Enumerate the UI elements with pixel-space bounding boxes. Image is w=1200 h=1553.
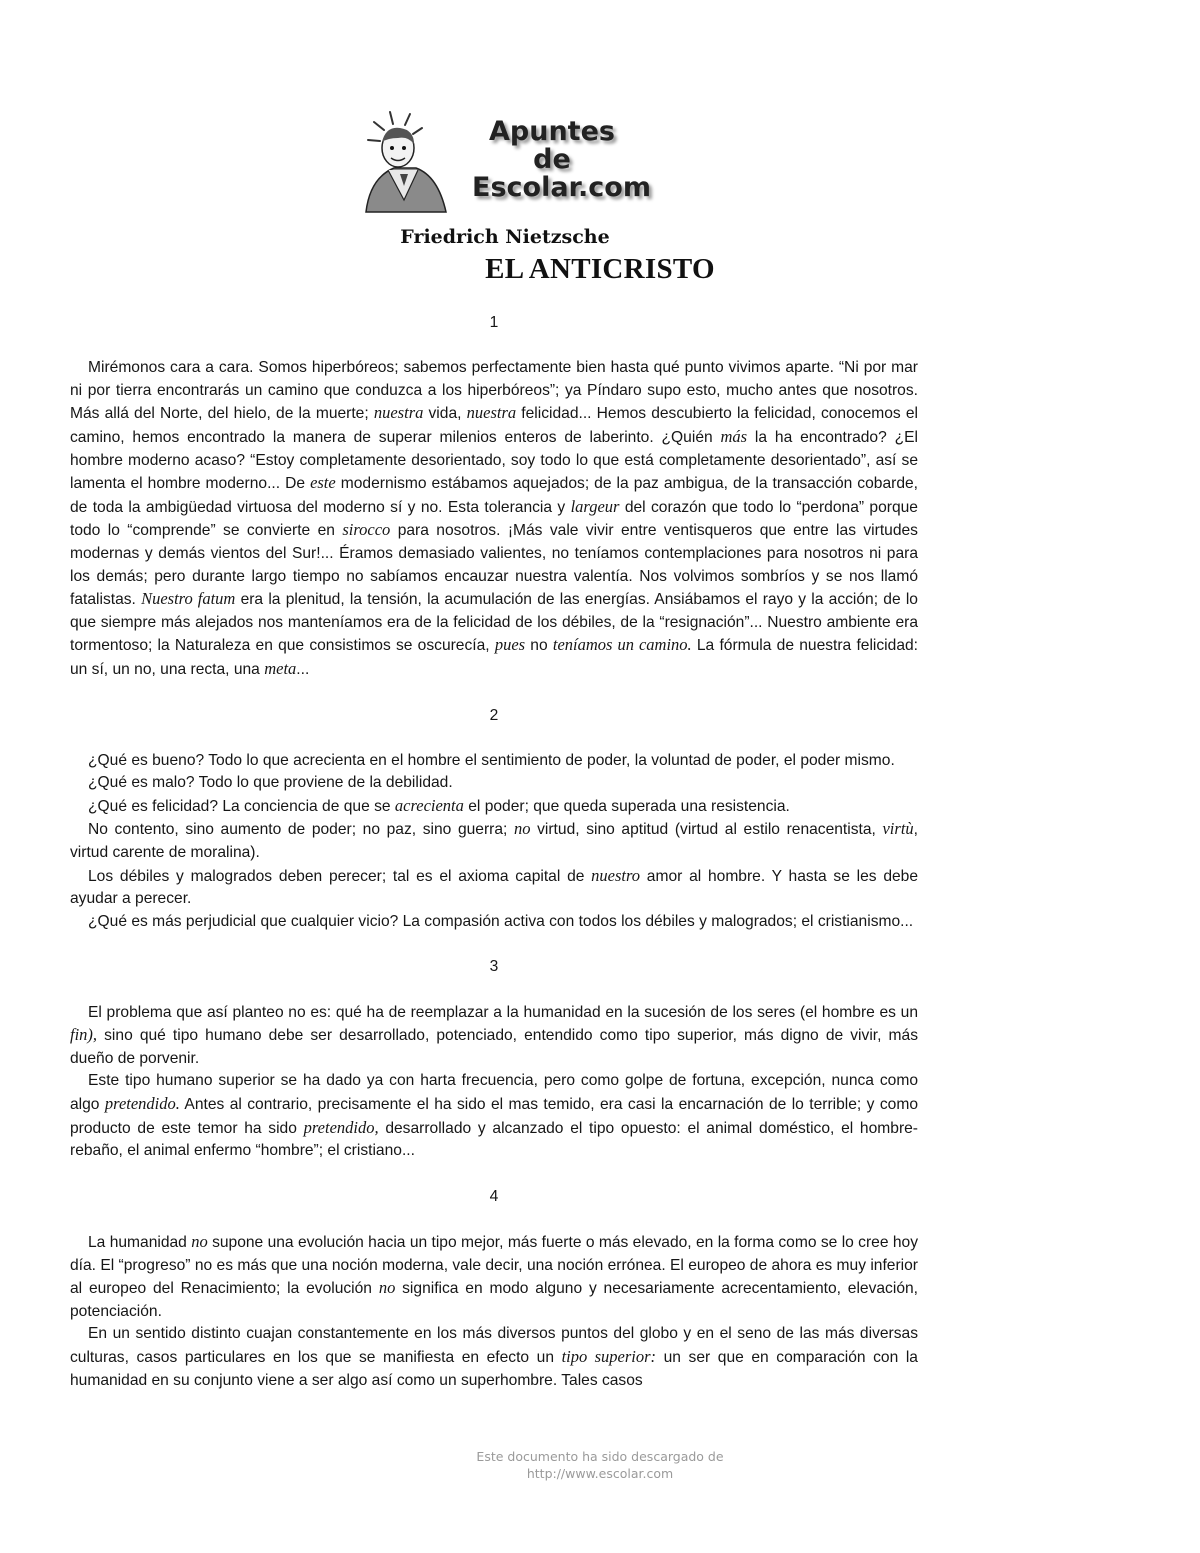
text-run: El problema que así planteo no es: qué ha de reemplazar a la humanidad en la sucesión de los seres (el hombre es un xyxy=(88,1003,918,1021)
text-run: la ha encontrado? ¿El hombre moderno acaso? “Estoy completamente desorientado, soy todo lo que está completamente desorientado”, así se lamenta el hombre moderno... De xyxy=(70,428,918,493)
text-run: el poder; que queda superada una resistencia. xyxy=(463,797,790,815)
emphasis-text: nuestra xyxy=(466,403,517,423)
emphasis-text: virtù xyxy=(882,819,914,839)
logo-wordmark xyxy=(472,116,651,203)
logo-line-2: de xyxy=(533,144,571,175)
text-run: ¿Qué es malo? Todo lo que proviene de la debilidad. xyxy=(88,774,453,792)
page-footer xyxy=(0,1448,1200,1482)
emphasis-text: fin), xyxy=(70,1025,98,1045)
emphasis-text: no xyxy=(378,1278,396,1298)
text-run: La humanidad xyxy=(88,1233,192,1251)
emphasis-text: más xyxy=(720,426,748,446)
section xyxy=(70,705,918,934)
paragraph xyxy=(70,1002,918,1071)
text-run: ¿Qué es más perjudicial que cualquier vicio? La compasión activa con todos los débiles y malogrados; el cristianismo... xyxy=(88,912,914,930)
section-number: 2 xyxy=(489,706,499,724)
text-run: Mirémonos cara a cara. Somos hiperbóreos; sabemos perfectamente bien hasta qué punto vivimos aparte. “Ni por mar ni por tierra encontrarás un camino que conduzca a los hiperbóreos”; ya Píndaro supo esto, mucho antes que nosotros. Más allá del Norte, del hielo, de la muerte; xyxy=(70,359,918,423)
text-run: desarrollado y alcanzado el tipo opuesto: el animal doméstico, el hombre-rebaño, el animal enfermo “hombre”; el cristiano... xyxy=(70,1119,918,1160)
section xyxy=(70,1186,918,1392)
text-run: ¿Qué es felicidad? La conciencia de que se xyxy=(88,797,395,815)
emphasis-text: pues xyxy=(494,635,526,655)
paragraph xyxy=(70,1231,918,1323)
author-name: Friedrich Nietzsche xyxy=(400,226,610,248)
emphasis-text: no xyxy=(513,819,531,839)
emphasis-text: acrecienta xyxy=(394,795,464,815)
footer-link[interactable]: http://www.escolar.com xyxy=(526,1466,674,1481)
emphasis-text: teníamos un camino. xyxy=(552,635,692,655)
text-run: Los débiles y malogrados deben perecer; tal es el axioma capital de xyxy=(88,867,592,885)
paragraph xyxy=(70,1323,918,1392)
text-run: vida, xyxy=(423,405,467,423)
section-number: 1 xyxy=(489,314,499,331)
text-run: felicidad... Hemos descubierto la felicidad, conocemos el camino, hemos encontrado la manera de superar milenios enteros de laberinto. ¿Quién xyxy=(70,405,919,446)
text-run: para nosotros. ¡Más vale vivir entre ventisqueros que entre las virtudes modernas y demás vientos del Sur!... Éramos demasiado valientes, no teníamos contemplaciones para nosotros ni para los demás; pero durante largo tiempo no sabíamos encauzar nuestra valentía. Nos volvimos sombríos y se nos llamó fatalistas. xyxy=(70,522,918,609)
paragraph xyxy=(70,772,918,795)
text-run: Antes al contrario, precisamente el ha sido el mas temido, era casi la encarnación de lo terrible; y como producto de este temor ha sido xyxy=(70,1096,918,1137)
text-run: virtud, sino aptitud (virtud al estilo renacentista, xyxy=(530,821,883,839)
text-run: amor al hombre. Y hasta se les debe ayudar a perecer. xyxy=(70,867,919,908)
text-run: modernismo estábamos aquejados; de la paz ambigua, de la transacción cobarde, de toda la ambigüedad virtuosa del moderno sí y no. Esta tolerancia y xyxy=(70,475,918,516)
document-body xyxy=(70,312,918,1415)
paragraph xyxy=(70,818,918,864)
paragraph xyxy=(70,357,918,681)
paragraph xyxy=(70,911,918,934)
section-number: 3 xyxy=(489,958,499,976)
text-run: supone una evolución hacia un tipo mejor, más fuerte o más elevado, en la forma como se lo cree hoy día. El “progreso” no es más que una noción moderna, vale decir, una noción errónea. El europeo de ahora es muy inferior al europeo del Renacimiento; la evolución xyxy=(70,1233,919,1298)
text-run: Este tipo humano superior se ha dado ya con harta frecuencia, pero como golpe de fortuna, excepción, nunca como algo xyxy=(70,1072,918,1113)
emphasis-text: largeur xyxy=(570,496,620,516)
paragraph xyxy=(70,865,918,911)
document-title: EL ANTICRISTO xyxy=(485,253,715,285)
text-run: significa en modo alguno y necesariamente acrecentamiento, elevación, potenciación. xyxy=(70,1280,918,1320)
paragraph xyxy=(70,750,918,773)
site-logo xyxy=(360,108,651,216)
text-run: del corazón que todo lo “perdona” porque todo lo “comprende” se convierte en xyxy=(70,498,918,540)
text-run: ... xyxy=(296,660,310,678)
emphasis-text: este xyxy=(310,473,336,493)
text-run: sino qué tipo humano debe ser desarrollado, potenciado, entendido como tipo superior, más digno de vivir, más dueño de porvenir. xyxy=(70,1027,918,1067)
footer-line-1: Este documento ha sido descargado de xyxy=(476,1449,724,1464)
emphasis-text: tipo superior: xyxy=(561,1346,657,1366)
emphasis-text: pretendido. xyxy=(104,1094,180,1113)
cartoon-student-icon xyxy=(360,108,480,216)
text-run: no xyxy=(525,637,553,655)
section xyxy=(70,312,918,682)
text-run: ¿Qué es bueno? Todo lo que acrecienta en el hombre el sentimiento de poder, la voluntad de poder, el poder mismo. xyxy=(88,751,895,769)
text-run: La fórmula de nuestra felicidad: un sí, un no, una recta, una xyxy=(70,637,918,678)
text-run: , virtud carente de moralina). xyxy=(70,821,918,862)
paragraph xyxy=(70,795,918,819)
logo-line-3: Escolar.com xyxy=(472,172,651,203)
section xyxy=(70,956,918,1162)
logo-line-1: Apuntes xyxy=(489,116,615,147)
emphasis-text: meta xyxy=(264,658,297,678)
text-run: era la plenitud, la tensión, la acumulación de las energías. Ansiábamos el rayo y la acción; de lo que siempre más alejados nos manteníamos era de la felicidad de los débiles, de la “resignación”... Nuestro ambiente era tormentoso; la Naturaleza en que consistimos se oscurecía, xyxy=(70,591,918,655)
emphasis-text: nuestro xyxy=(591,865,641,885)
text-run: En un sentido distinto cuajan constantemente en los más diversos puntos del globo y en el seno de las más diversas culturas, casos particulares en los que se manifiesta en efecto un xyxy=(70,1325,918,1366)
paragraph xyxy=(70,1070,918,1162)
emphasis-text: no xyxy=(191,1231,208,1251)
text-run: un ser que en comparación con la humanidad en su conjunto viene a ser algo así como un superhombre. Tales casos xyxy=(70,1348,918,1389)
text-run: No contento, sino aumento de poder; no paz, sino guerra; xyxy=(88,821,514,839)
emphasis-text: sirocco xyxy=(342,520,391,540)
section-number: 4 xyxy=(489,1187,499,1205)
emphasis-text: Nuestro fatum xyxy=(141,589,236,609)
emphasis-text: nuestra xyxy=(373,403,424,423)
emphasis-text: pretendido, xyxy=(303,1117,379,1137)
